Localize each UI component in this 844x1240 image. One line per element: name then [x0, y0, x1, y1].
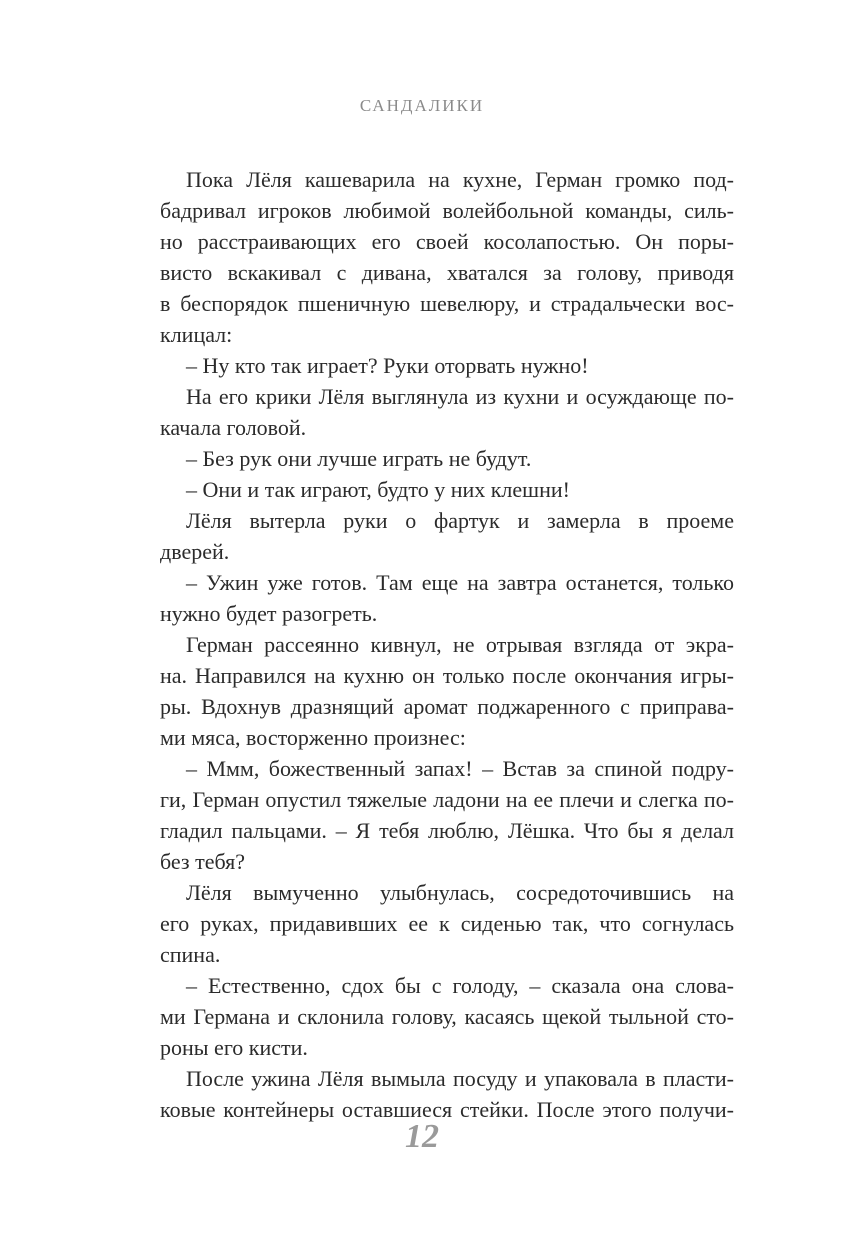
text-line: нужно будет разогреть.	[160, 601, 378, 626]
text-line: висто вскакивал с дивана, хватался за голову, приводя	[160, 260, 734, 285]
page-number: 12	[405, 1118, 439, 1155]
text-line: гладил пальцами. – Я тебя люблю, Лёшка. Что бы я делал	[160, 818, 734, 843]
text-line: в беспорядок пшеничную шевелюру, и страдальчески вос-	[160, 291, 734, 316]
text-line: На его крики Лёля выглянула из кухни и осуждающе по-	[186, 384, 734, 409]
text-line: на. Направился на кухню он только после окончания игры-	[160, 663, 734, 688]
text-line: – Ну кто так играет? Руки оторвать нужно!	[186, 353, 589, 378]
text-line: – Ужин уже готов. Там еще на завтра останется, только	[186, 570, 734, 595]
text-line: – Ммм, божественный запах! – Встав за спиной подру-	[186, 756, 734, 781]
text-line: спина.	[160, 942, 221, 967]
text-line: клицал:	[160, 322, 233, 347]
running-head: САНДАЛИКИ	[359, 96, 485, 115]
text-line: роны его кисти.	[160, 1035, 308, 1060]
text-line: ры. Вдохнув дразнящий аромат поджаренного с приправа-	[160, 694, 734, 719]
text-line: Пока Лёля кашеварила на кухне, Герман громко под-	[186, 167, 734, 192]
text-line: – Естественно, сдох бы с голоду, – сказала она слова-	[186, 973, 734, 998]
text-line: но расстраивающих его своей косолапостью. Он поры-	[160, 229, 734, 254]
text-line: – Без рук они лучше играть не будут.	[186, 446, 532, 471]
text-line: Герман рассеянно кивнул, не отрывая взгляда от экра-	[186, 632, 734, 657]
text-line: Лёля вымученно улыбнулась, сосредоточившись на	[186, 880, 734, 905]
text-line: его руках, придавивших ее к сиденью так, что согнулась	[160, 911, 734, 936]
text-line: После ужина Лёля вымыла посуду и упаковала в пласти-	[186, 1066, 734, 1091]
text-line: ми мяса, восторженно произнес:	[160, 725, 466, 750]
body-text	[160, 164, 734, 1125]
text-line: без тебя?	[160, 849, 246, 874]
text-line: – Они и так играют, будто у них клешни!	[186, 477, 570, 502]
text-line: качала головой.	[160, 415, 307, 440]
text-line: ми Германа и склонила голову, касаясь щекой тыльной сто-	[160, 1004, 734, 1029]
text-line: ковые контейнеры оставшиеся стейки. После этого получи-	[160, 1097, 734, 1122]
text-line: дверей.	[160, 539, 230, 564]
text-line: бадривал игроков любимой волейбольной команды, силь-	[160, 198, 734, 223]
text-line: Лёля вытерла руки о фартук и замерла в проеме	[186, 508, 734, 533]
text-line: ги, Герман опустил тяжелые ладони на ее плечи и слегка по-	[160, 787, 734, 812]
